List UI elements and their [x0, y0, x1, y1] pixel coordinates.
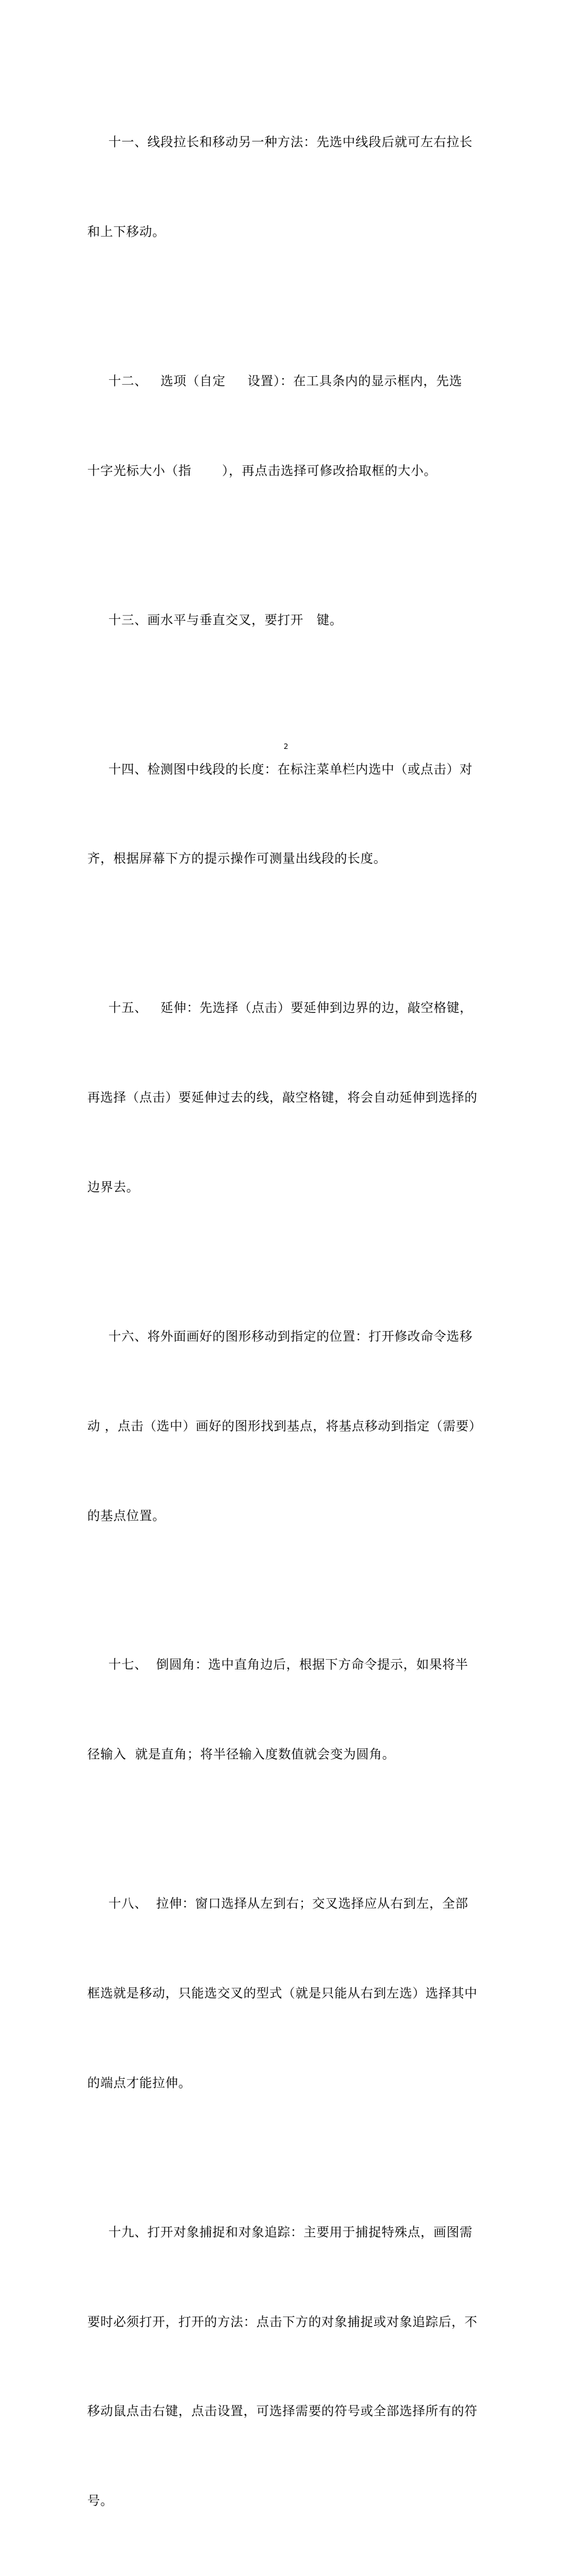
paragraph-13: [87, 546, 487, 695]
paragraph-line: 十六、将外面画好的图形移动到指定的位置：打开修改命令选移: [108, 1329, 473, 1344]
paragraph-line: 径输入 就是直角；将半径输入度数值就会变为圆角。: [87, 1747, 396, 1762]
paragraph-line: 再选择（点击）要延伸过去的线，敲空格键，将会自动延伸到选择的: [87, 1090, 477, 1105]
paragraph-12: [87, 307, 487, 546]
paragraph-line: 和上下移动。: [87, 224, 166, 239]
paragraph-line: 齐，根据屏幕下方的提示操作可测量出线段的长度。: [87, 851, 387, 866]
paragraph-line: 十一、线段拉长和移动另一种方法：先选中线段后就可左右拉长: [108, 135, 473, 150]
paragraph-line: 边界去。: [87, 1179, 140, 1194]
paragraph-line: 要时必须打开，打开的方法：点击下方的对象捕捉或对象追踪后，不: [87, 2314, 477, 2329]
paragraph-line: 十二、 选项（自定 设置）：在工具条内的显示框内，先选: [108, 373, 462, 388]
paragraph-line: 十五、 延伸：先选择（点击）要延伸到边界的边，敲空格键，: [108, 1001, 473, 1016]
paragraph-18: [87, 1830, 487, 2158]
paragraph-line: 号。: [87, 2494, 114, 2509]
paragraph-line: 十字光标大小（指 ），再点击选择可修改拾取框的大小。: [87, 463, 437, 478]
paragraph-line: 移动鼠点击右键，点击设置，可选择需要的符号或全部选择所有的符: [87, 2404, 477, 2419]
paragraph-line: 的基点位置。: [87, 1508, 166, 1523]
paragraph-line: 框选就是移动，只能选交叉的型式（就是只能从右到左选）选择其中: [87, 1986, 477, 2000]
paragraph-line: 动 ，点击（选中）画好的图形找到基点，将基点移动到指定（需要）: [87, 1418, 482, 1433]
paragraph-19: [87, 2158, 487, 2576]
paragraph-line: 十八、 拉伸：窗口选择从左到右；交叉选择应从右到左，全部: [108, 1896, 468, 1911]
paragraph-line: 的端点才能拉伸。: [87, 2075, 191, 2090]
paragraph-line: 十三、画水平与垂直交叉，要打开 键。: [108, 612, 343, 627]
paragraph-15: [87, 934, 487, 1262]
paragraph-11: [87, 68, 487, 307]
paragraph-16: [87, 1262, 487, 1591]
page-number: 2: [284, 742, 288, 751]
paragraph-14: [87, 695, 487, 934]
paragraph-line: 十九、打开对象捕捉和对象追踪：主要用于捕捉特殊点，画图需: [108, 2224, 473, 2239]
paragraph-line: 十七、 倒圆角：选中直角边后，根据下方命令提示，如果将半: [108, 1657, 468, 1672]
paragraph-line: 十四、检测图中线段的长度：在标注菜单栏内选中（或点击）对: [108, 762, 473, 777]
document-body: [87, 68, 487, 2576]
paragraph-17: [87, 1591, 487, 1830]
